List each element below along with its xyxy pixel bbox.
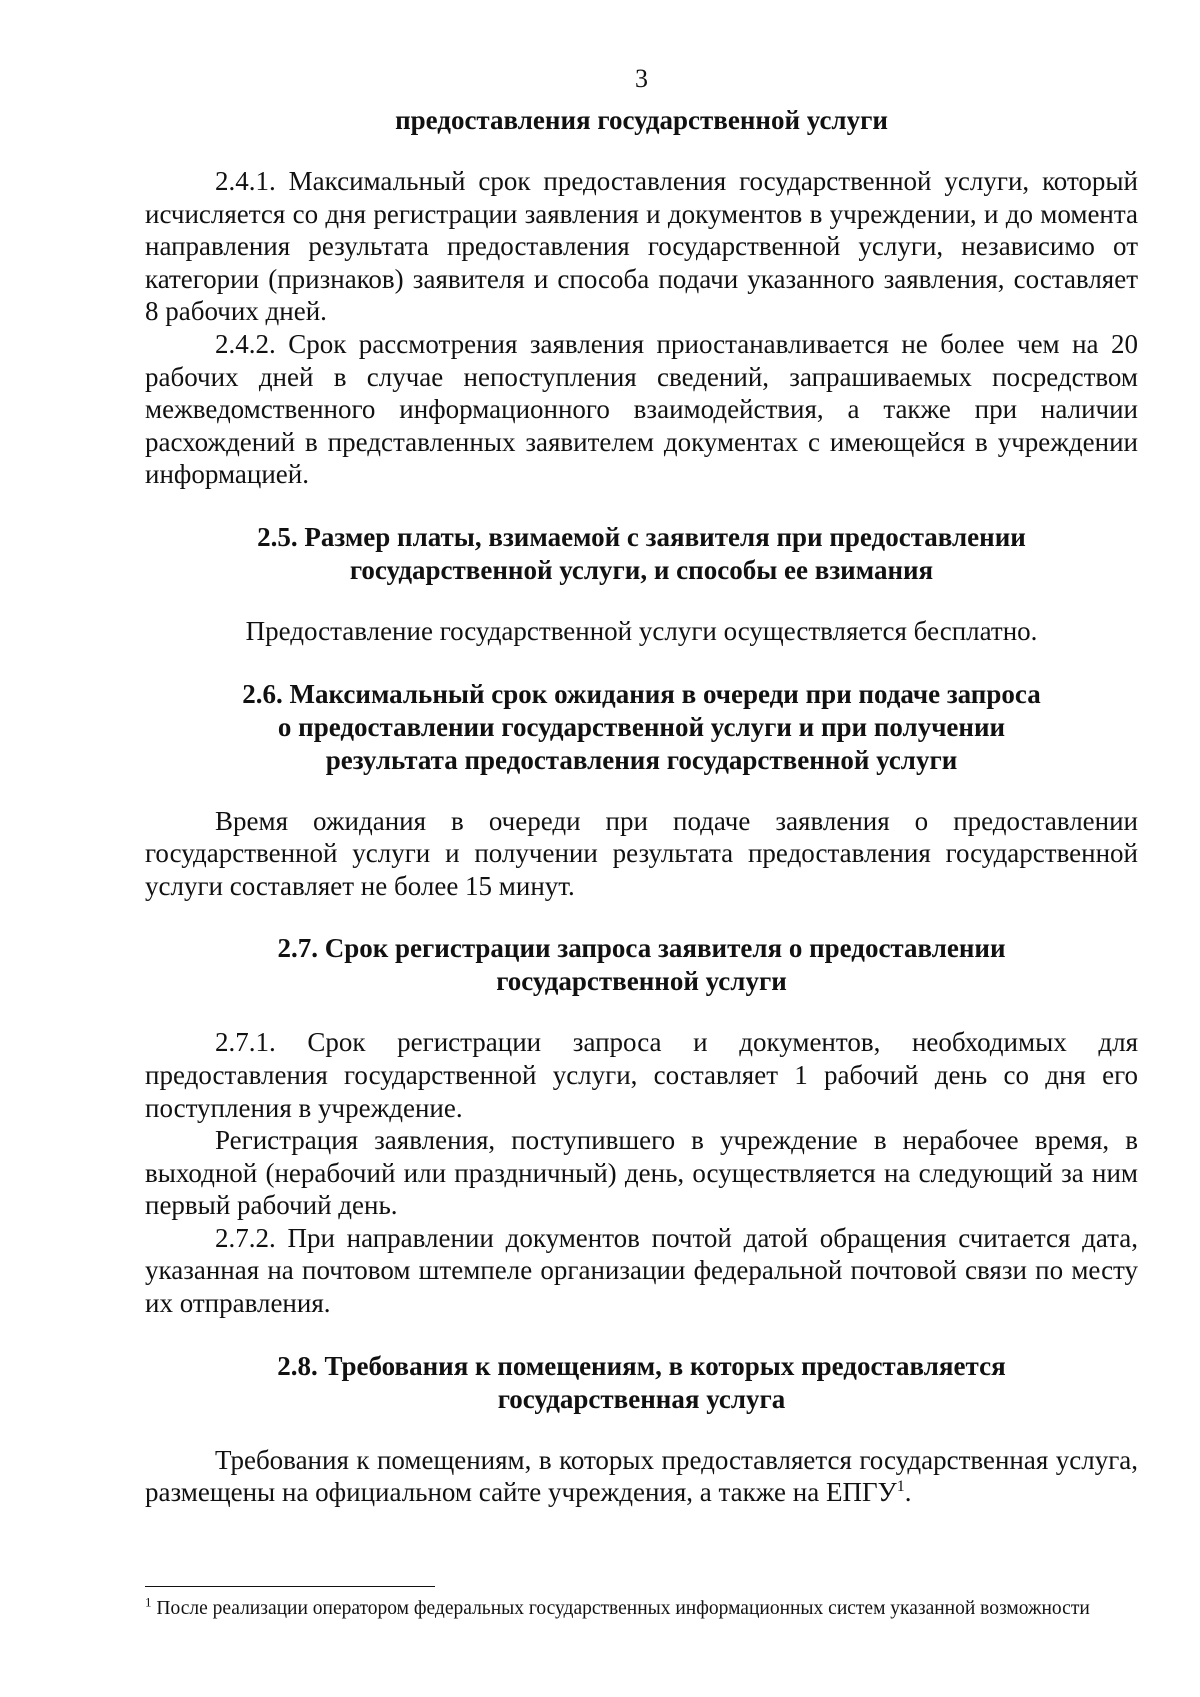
footnote-text: После реализации оператором федеральных государственных информационных систем указанной возможности [151,1598,1090,1619]
footnote [145,1594,1145,1621]
footnote-separator [145,1586,435,1587]
section-2-8-heading: 2.8. Требования к помещениям, в которых предоставляется государственная услуга [277,1350,1006,1414]
document-page [145,64,1138,1509]
page-number: 3 [635,64,648,93]
footnote-reference[interactable]: 1 [896,1478,905,1496]
section-2-5-heading: 2.5. Размер платы, взимаемой с заявителя при предоставлении государственной услуги, и способы ее взимания [257,521,1026,585]
paragraph-2-8: Требования к помещениям, в которых предоставляется государственная услуга, размещены на официальном сайте учреждения, а также на ЕПГУ$^1$. [145,1444,1138,1508]
paragraph-2-4-2: 2.4.2. Срок рассмотрения заявления приостанавливается не более чем на 20 рабочих дней в случае непоступления сведений, запрашиваемых посредством межведомственного информационного взаимодействия, а также при наличии расхождений в представленных заявителем документах с имеющейся в учреждении информацией. [145,328,1138,490]
continued-section-heading: предоставления государственной услуги [395,105,888,135]
paragraph-2-5: Предоставление государственной услуги осуществляется бесплатно. [245,615,1038,646]
paragraph-2-4-1: 2.4.1. Максимальный срок предоставления государственной услуги, который исчисляется со дня регистрации заявления и документов в учреждении, и до момента направления результата предоставления государственной услуги, независимо от категории (признаков) заявителя и способа подачи указанного заявления, составляет 8 рабочих дней. [145,166,1138,327]
section-2-7-heading: 2.7. Срок регистрации запроса заявителя о предоставлении государственной услуги [277,933,1006,997]
paragraph-2-7-1: 2.7.1. Срок регистрации запроса и документов, необходимых для предоставления государственной услуги, составляет 1 рабочий день со дня его поступления в учреждение. [145,1027,1138,1123]
paragraph-2-6: Время ожидания в очереди при подаче заявления о предоставлении государственной услуги и получении результата предоставления государственной услуги составляет не более 15 минут. [145,805,1138,901]
section-2-6-heading: 2.6. Максимальный срок ожидания в очереди при подаче запроса о предоставлении государственной услуги и при получении результата предоставления государственной услуги [242,678,1041,775]
paragraph-2-7-1-registration: Регистрация заявления, поступившего в учреждение в нерабочее время, в выходной (нерабочий или праздничный) день, осуществляется на следующий за ним первый рабочий день. [145,1125,1138,1221]
paragraph-2-7-2: 2.7.2. При направлении документов почтой датой обращения считается дата, указанная на почтовом штемпеле организации федеральной почтовой связи по месту их отправления. [145,1222,1138,1319]
footnote-marker: 1 [145,1594,152,1610]
